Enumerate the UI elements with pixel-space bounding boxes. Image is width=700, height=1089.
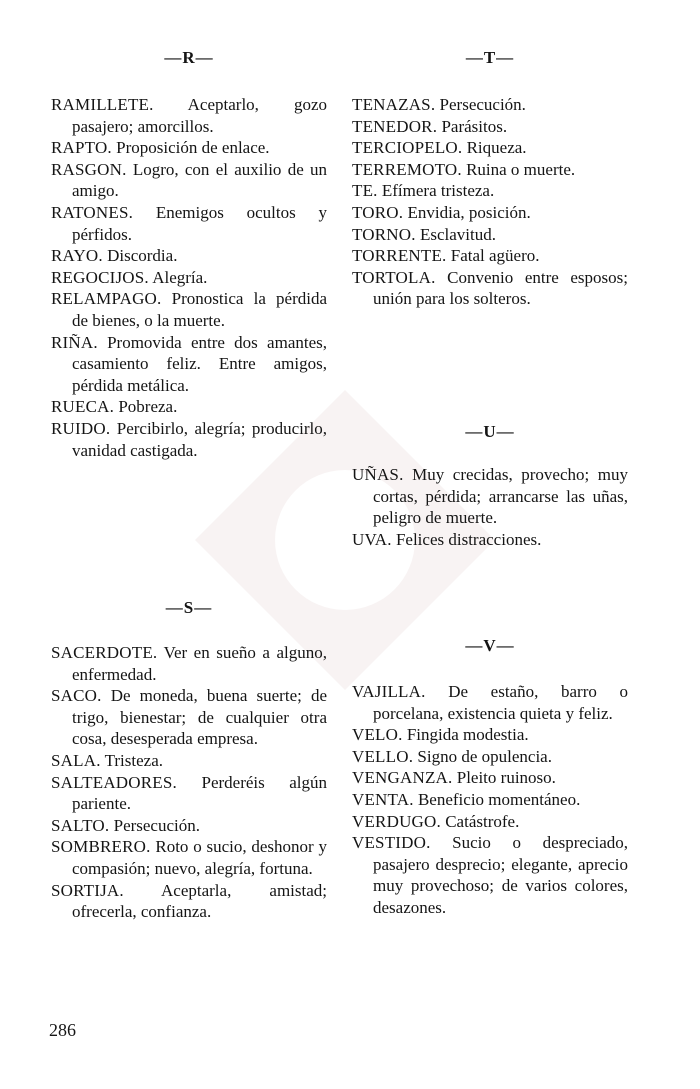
entry-term: RUIDO. (51, 418, 111, 438)
entry-definition: Pobreza. (118, 397, 178, 417)
entry-definition: Fatal agüero. (450, 246, 540, 266)
dictionary-entry (352, 811, 628, 833)
dictionary-entry (352, 245, 628, 267)
entry-term: TE. (352, 181, 378, 201)
dictionary-entry (51, 245, 327, 267)
dictionary-entry (352, 767, 628, 789)
entry-term: RELAMPAGO. (51, 289, 162, 309)
entry-term: RAYO. (51, 246, 103, 266)
dictionary-entry (51, 880, 327, 923)
entry-definition: Roto o sucio, deshonor y compasión; nuevo, alegría, fortuna. (72, 837, 327, 878)
entry-definition: Logro, con el auxilio de un amigo. (72, 159, 327, 201)
entry-definition: Pleito ruinoso. (456, 768, 556, 788)
dictionary-entry (352, 746, 628, 768)
entry-term: SALTO. (51, 815, 110, 835)
entry-term: TERREMOTO. (352, 159, 462, 179)
entry-definition: Aceptarlo, gozo pasajero; amorcillos. (72, 95, 327, 136)
dictionary-entry (352, 224, 628, 246)
entry-term: RUECA. (51, 397, 115, 417)
entry-term: TENEDOR. (352, 116, 438, 136)
entry-definition: Tristeza. (104, 750, 164, 770)
entry-term: VENGANZA. (352, 768, 453, 788)
section-r-entries (51, 94, 327, 461)
entry-definition: Muy crecidas, provecho; muy cortas, pérdida; arrancarse las uñas, peligro de muerte. (373, 465, 629, 528)
dictionary-entry (352, 137, 628, 159)
entry-definition: Proposición de enlace. (116, 138, 270, 158)
entry-term: TORNO. (352, 224, 416, 244)
entry-term: SALTEADORES. (51, 772, 177, 792)
dictionary-entry (51, 815, 327, 837)
entry-definition: Catástrofe. (445, 811, 520, 831)
section-heading-u: —U— (465, 422, 515, 441)
entry-definition: Parásitos. (441, 116, 508, 136)
entry-definition: Persecución. (439, 95, 526, 114)
entry-term: RIÑA. (51, 332, 98, 352)
dictionary-entry (51, 94, 327, 137)
dictionary-entry (51, 772, 327, 815)
entry-term: RASGON. (51, 159, 127, 179)
entry-definition: Aceptarla, amistad; ofrecerla, confianza. (72, 880, 328, 922)
section-heading-r: —R— (164, 48, 214, 67)
dictionary-entry (352, 116, 628, 138)
entry-term: RAMILLETE. (51, 95, 154, 114)
dictionary-entry (51, 750, 327, 772)
entry-definition: Percibirlo, alegría; producirlo, vanidad castigada. (72, 418, 327, 460)
entry-definition: Fingida modestia. (406, 725, 529, 745)
dictionary-entry (51, 642, 327, 685)
entry-term: VELO. (352, 725, 403, 745)
dictionary-entry (352, 529, 628, 551)
section-heading-s: —S— (165, 598, 213, 617)
dictionary-entry (51, 202, 327, 245)
dictionary-entry (352, 464, 628, 529)
entry-term: SOMBRERO. (51, 837, 151, 857)
entry-term: RATONES. (51, 202, 134, 222)
dictionary-entry (352, 724, 628, 746)
dictionary-entry (51, 267, 327, 289)
entry-term: UÑAS. (352, 465, 404, 484)
dictionary-entry (352, 94, 628, 116)
entry-definition: Pronostica la pérdida de bienes, o la muerte. (72, 289, 328, 330)
entry-term: SACERDOTE. (51, 643, 158, 662)
section-v-entries (352, 681, 628, 919)
entry-definition: Felices distracciones. (395, 529, 542, 549)
dictionary-entry (352, 159, 628, 181)
entry-definition: Signo de opulencia. (417, 746, 552, 766)
section-t-entries (352, 94, 628, 310)
entry-term: VELLO. (352, 746, 414, 766)
dictionary-entry (51, 288, 327, 331)
dictionary-entry (51, 685, 327, 750)
entry-definition: Ruina o muerte. (466, 159, 576, 179)
entry-term: RAPTO. (51, 138, 112, 158)
entry-definition: Enemigos ocultos y pérfidos. (72, 202, 327, 244)
dictionary-entry (51, 418, 327, 461)
entry-definition: De estaño, barro o porcelana, existencia quieta y feliz. (373, 682, 629, 723)
entry-term: SALA. (51, 750, 101, 770)
section-heading-v: —V— (465, 636, 515, 655)
entry-term: UVA. (352, 529, 392, 549)
dictionary-entry (51, 137, 327, 159)
dictionary-entry (352, 202, 628, 224)
entry-definition: De moneda, buena suerte; de trigo, bienestar; de cualquier otra cosa, desesperada empresa. (72, 686, 327, 749)
entry-definition: Envidia, posición. (407, 202, 531, 222)
dictionary-entry (352, 681, 628, 724)
entry-term: REGOCIJOS. (51, 267, 149, 287)
entry-term: SACO. (51, 686, 102, 706)
dictionary-entry (51, 159, 327, 202)
entry-definition: Discordia. (107, 246, 178, 266)
entry-definition: Efímera tristeza. (381, 181, 495, 201)
entry-term: SORTIJA. (51, 880, 124, 900)
page-number: 286 (49, 1020, 76, 1040)
dictionary-entry (51, 836, 327, 879)
dictionary-entry (352, 267, 628, 310)
entry-definition: Riqueza. (466, 138, 527, 158)
entry-definition: Sucio o despreciado, pasajero desprecio; elegante, aprecio muy provechoso; de varios colores, desazones. (373, 833, 629, 917)
dictionary-entry (352, 789, 628, 811)
entry-definition: Perderéis algún pariente. (72, 772, 327, 814)
entry-term: TORO. (352, 202, 404, 222)
section-s-entries (51, 642, 327, 923)
dictionary-entry (51, 396, 327, 418)
entry-term: VENTA. (352, 789, 414, 809)
dictionary-entry (352, 180, 628, 202)
entry-definition: Persecución. (113, 815, 200, 835)
entry-term: TENAZAS. (352, 95, 436, 114)
entry-definition: Convenio entre esposos; unión para los solteros. (373, 267, 629, 309)
entry-term: TORTOLA. (352, 267, 436, 287)
entry-definition: Alegría. (152, 267, 208, 287)
dictionary-entry (51, 332, 327, 397)
entry-term: TERCIOPELO. (352, 138, 463, 158)
section-u-entries (352, 464, 628, 550)
dictionary-entry (352, 832, 628, 918)
entry-definition: Beneficio momentáneo. (417, 789, 581, 809)
entry-term: VERDUGO. (352, 811, 441, 831)
entry-definition: Promovida entre dos amantes, casamiento feliz. Entre amigos, pérdida metálica. (72, 332, 327, 395)
entry-definition: Ver en sueño a alguno, enfermedad. (72, 643, 327, 684)
entry-definition: Esclavitud. (419, 224, 496, 244)
entry-term: VESTIDO. (352, 833, 431, 853)
entry-term: TORRENTE. (352, 246, 447, 266)
entry-term: VAJILLA. (352, 682, 426, 701)
section-heading-t: —T— (465, 48, 515, 67)
